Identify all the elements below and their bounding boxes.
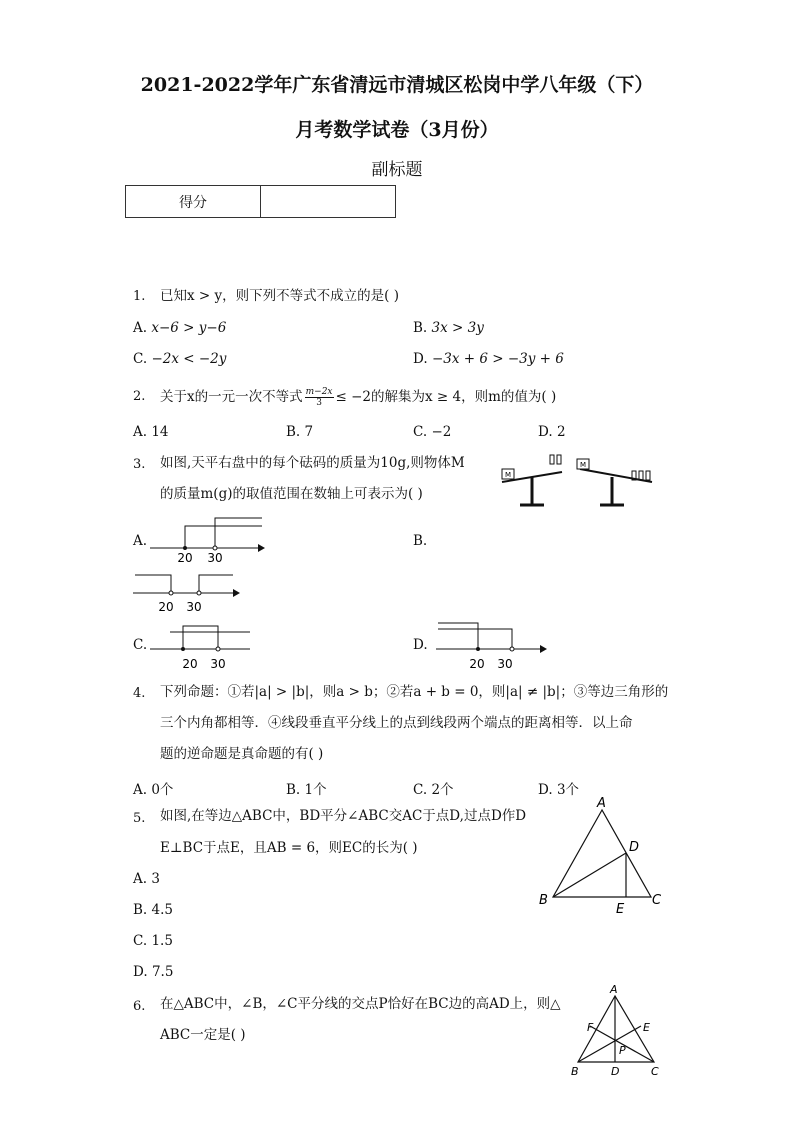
text-part: 关于x的一元一次不等式 xyxy=(160,389,303,405)
point-20 xyxy=(181,647,185,651)
option-c[interactable] xyxy=(133,351,226,367)
option-text: −2 xyxy=(431,424,452,440)
question-text: 已知x > y，则下列不等式不成立的是( ) xyxy=(160,288,399,304)
ray-30 xyxy=(438,629,512,649)
question-number: 2. xyxy=(133,389,146,404)
option-letter: A. xyxy=(133,320,148,336)
option-text: 1.5 xyxy=(151,933,173,949)
point-20 xyxy=(169,591,173,595)
question-number: 6. xyxy=(133,999,146,1014)
score-table xyxy=(125,185,396,218)
option-text: 1个 xyxy=(304,782,327,798)
question-text-line2: 三个内角都相等．④线段垂直平分线上的点到线段两个端点的距离相等．以上命 xyxy=(160,715,633,731)
option-letter: A. xyxy=(133,424,148,440)
option-letter: D. xyxy=(413,351,428,367)
tick-label: 30 xyxy=(210,657,226,671)
question-text-line1: 在△ABC中，∠B，∠C平分线的交点P恰好在BC边的高AD上，则△ xyxy=(160,996,561,1012)
question-text-line2: 的质量m(g)的取值范围在数轴上可表示为( ) xyxy=(160,486,423,502)
fraction xyxy=(305,387,334,408)
object-m-label: M xyxy=(504,471,512,479)
segment-20-30 xyxy=(183,626,218,649)
ray-30 xyxy=(215,518,262,548)
option-d[interactable] xyxy=(133,964,173,980)
question-text-line1: 下列命题：①若|a| > |b|，则a > b；②若a + b = 0，则|a| ≠ |b|；③等边三角形的 xyxy=(160,684,669,700)
label-f: F xyxy=(587,1021,594,1034)
tick-label: 30 xyxy=(207,551,223,564)
option-d[interactable] xyxy=(413,351,564,367)
triangle-figure-q5 xyxy=(535,795,665,917)
option-text: 7 xyxy=(304,424,314,440)
question-number: 4. xyxy=(133,686,146,701)
option-b[interactable] xyxy=(413,320,484,336)
option-letter: A. xyxy=(133,871,148,887)
question-text-line1: 如图,在等边△ABC中，BD平分∠ABC交AC于点D,过点D作D xyxy=(160,808,527,824)
option-c[interactable] xyxy=(413,424,451,440)
score-value[interactable] xyxy=(261,186,396,218)
option-d[interactable] xyxy=(413,637,428,653)
option-a[interactable] xyxy=(133,320,226,336)
label-d: D xyxy=(611,1065,620,1078)
weight-icon xyxy=(646,471,650,480)
object-m-label: M xyxy=(579,461,587,469)
option-a[interactable] xyxy=(133,778,173,798)
label-c: C xyxy=(652,893,662,908)
point-30 xyxy=(213,546,217,550)
axis-arrow xyxy=(233,589,240,597)
exam-title-line1: 2021-2022学年广东省清远市清城区松岗中学八年级（下） xyxy=(140,74,654,96)
number-line-d xyxy=(436,618,551,673)
option-c[interactable] xyxy=(133,933,173,949)
axis-arrow xyxy=(540,645,547,653)
point-20 xyxy=(183,546,187,550)
point-30 xyxy=(510,647,514,651)
question-text-line2: E⊥BC于点E，且AB = 6，则EC的长为( ) xyxy=(160,840,418,856)
question-number: 3. xyxy=(133,457,146,472)
ray-20 xyxy=(135,575,171,593)
option-text: 0个 xyxy=(151,782,174,798)
label-b: B xyxy=(571,1065,579,1078)
option-letter: B. xyxy=(413,320,428,336)
label-d: D xyxy=(629,840,640,855)
option-text: −2x < −2y xyxy=(151,351,227,367)
tick-label: 20 xyxy=(469,657,485,671)
text-part: ≤ −2的解集为x ≥ 4，则m的值为( ) xyxy=(335,389,557,405)
point-20 xyxy=(476,647,480,651)
exam-subtitle: 副标题 xyxy=(371,160,423,180)
option-text: 7.5 xyxy=(151,964,174,980)
question-number: 1. xyxy=(133,289,146,304)
ray-20 xyxy=(185,526,262,548)
option-letter: B. xyxy=(133,902,148,918)
tick-label: 20 xyxy=(182,657,198,671)
question-text xyxy=(160,387,556,408)
tick-label: 30 xyxy=(497,657,513,671)
label-p: P xyxy=(619,1044,626,1057)
option-letter: B. xyxy=(413,533,428,549)
score-label: 得分 xyxy=(126,186,261,218)
axis-arrow xyxy=(258,544,265,552)
triangle-figure-q6 xyxy=(567,982,667,1078)
question-text-line3: 题的逆命题是真命题的有( ) xyxy=(160,746,324,762)
ray-30 xyxy=(199,575,233,593)
question-text-line2: ABC一定是( ) xyxy=(160,1027,246,1043)
option-text: 2个 xyxy=(431,782,454,798)
option-b[interactable] xyxy=(133,902,173,918)
option-text: 14 xyxy=(151,424,169,440)
option-letter: C. xyxy=(413,782,428,798)
option-letter: D. xyxy=(133,964,148,980)
number-line-b xyxy=(133,567,243,617)
point-30 xyxy=(216,647,220,651)
option-letter: C. xyxy=(133,637,148,653)
tick-label: 30 xyxy=(186,600,202,614)
label-a: A xyxy=(597,796,606,811)
option-letter: D. xyxy=(413,637,428,653)
question-text-line1: 如图,天平右盘中的每个砝码的质量为10g,则物体M xyxy=(160,455,465,471)
option-letter: B. xyxy=(286,424,301,440)
option-text: 3个 xyxy=(556,782,580,798)
option-letter: C. xyxy=(133,351,148,367)
option-letter: A. xyxy=(133,782,148,798)
ray-20 xyxy=(438,623,478,649)
option-c[interactable] xyxy=(133,637,147,653)
fraction-denominator: 3 xyxy=(316,398,322,408)
label-c: C xyxy=(651,1065,659,1078)
label-e: E xyxy=(616,902,625,917)
option-letter: C. xyxy=(133,933,148,949)
option-letter: C. xyxy=(413,424,428,440)
segment-bd xyxy=(553,853,626,897)
label-b: B xyxy=(539,893,548,908)
option-c[interactable] xyxy=(413,778,454,798)
tick-label: 20 xyxy=(177,551,193,564)
tick-label: 20 xyxy=(158,600,174,614)
label-e: E xyxy=(643,1021,650,1034)
option-letter: D. xyxy=(538,782,553,798)
exam-title-line2: 月考数学试卷（3月份） xyxy=(295,119,499,141)
option-text: 3 xyxy=(151,871,160,887)
option-text: −3x + 6 > −3y + 6 xyxy=(431,351,564,367)
point-30 xyxy=(197,591,201,595)
option-b[interactable] xyxy=(286,778,327,798)
weight-icon xyxy=(639,471,643,480)
option-a[interactable] xyxy=(133,424,169,440)
option-text: 3x > 3y xyxy=(431,320,484,336)
option-letter: A. xyxy=(133,533,148,549)
option-text: 4.5 xyxy=(151,902,173,918)
weight-icon xyxy=(550,455,554,464)
option-b[interactable] xyxy=(413,533,427,549)
number-line-a xyxy=(150,514,265,564)
option-a[interactable] xyxy=(133,871,160,887)
balance-scale-figure xyxy=(492,447,662,517)
question-number: 5. xyxy=(133,811,146,826)
label-a: A xyxy=(610,983,618,996)
option-text: 2 xyxy=(556,424,566,440)
option-text: x−6 > y−6 xyxy=(151,320,227,336)
option-d[interactable] xyxy=(538,424,566,440)
weight-icon xyxy=(557,455,561,464)
option-letter: D. xyxy=(538,424,553,440)
option-b[interactable] xyxy=(286,424,313,440)
option-letter: B. xyxy=(286,782,301,798)
fraction-numerator: m−2x xyxy=(305,387,333,397)
option-a[interactable] xyxy=(133,533,147,549)
number-line-c xyxy=(150,618,265,673)
